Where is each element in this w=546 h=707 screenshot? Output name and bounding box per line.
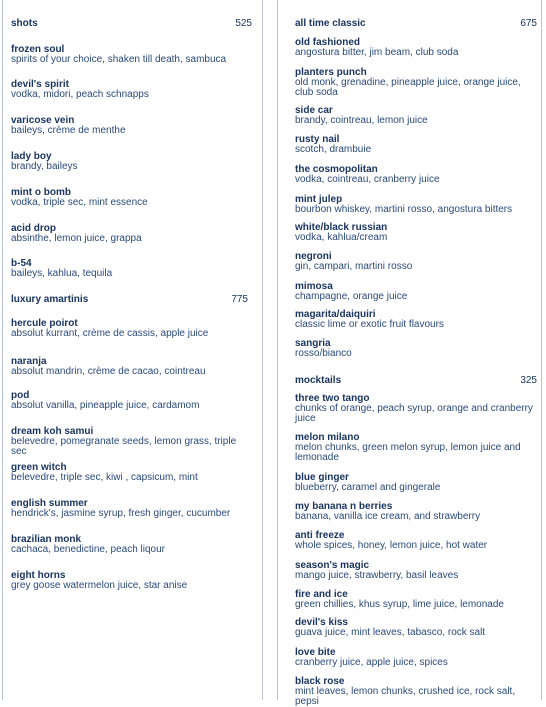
item-description: cranberry juice, apple juice, spices xyxy=(295,657,448,668)
item-name: three two tango xyxy=(295,393,370,404)
item-description: blueberry, caramel and gingerale xyxy=(295,482,441,493)
item-description: bourbon whiskey, martini rosso, angostura bitters xyxy=(295,204,513,215)
item-name: b-54 xyxy=(11,258,32,269)
item-description: rosso/bianco xyxy=(295,348,352,359)
item-description: mint leaves, lemon chunks, crushed ice, rock salt, pepsi xyxy=(295,686,516,707)
item-name: mint julep xyxy=(295,194,343,205)
item-description: belevedre, triple sec, kiwi , capsicum, mint xyxy=(11,472,198,483)
item-description: baileys, kahlua, tequila xyxy=(11,268,113,279)
menu-item xyxy=(11,44,252,65)
menu-item xyxy=(11,356,252,377)
item-description: grey goose watermelon juice, star anise xyxy=(11,580,188,591)
item-description: vodka, kahlua/cream xyxy=(295,232,388,243)
item-name: sangria xyxy=(295,338,331,349)
item-name: love bite xyxy=(295,647,336,658)
section-heading-luxury-amartinis xyxy=(11,294,248,308)
item-name: naranja xyxy=(11,356,47,367)
menu-item xyxy=(295,617,537,638)
item-description: angostura bitter, jim beam, club soda xyxy=(295,47,459,58)
menu-item xyxy=(295,647,537,668)
item-name: green witch xyxy=(11,462,67,473)
column-divider-left xyxy=(262,0,263,700)
item-description: whole spices, honey, lemon juice, hot water xyxy=(295,540,488,551)
item-description: absolut mandrin, crème de cacao, cointreau xyxy=(11,366,206,377)
column-divider-right xyxy=(277,0,278,700)
menu-item xyxy=(295,309,537,330)
item-name: varicose vein xyxy=(11,115,75,126)
item-description: champagne, orange juice xyxy=(295,291,408,302)
item-name: frozen soul xyxy=(11,44,65,55)
section-title: mocktails xyxy=(295,375,342,386)
menu-item xyxy=(11,570,252,591)
item-description: brandy, cointreau, lemon juice xyxy=(295,115,428,126)
menu-item xyxy=(295,393,537,424)
item-description: scotch, drambuie xyxy=(295,144,372,155)
item-name: side car xyxy=(295,105,333,116)
item-name: the cosmopolitan xyxy=(295,164,378,175)
menu-item xyxy=(295,105,537,126)
menu-item xyxy=(295,67,537,98)
item-name: white/black russian xyxy=(295,222,388,233)
left-column xyxy=(11,0,252,700)
menu-item xyxy=(11,223,252,244)
menu-item xyxy=(295,472,537,493)
frame-line-right xyxy=(541,0,542,700)
item-description: absolut kurrant, crème de cassis, apple juice xyxy=(11,328,209,339)
item-description: absinthe, lemon juice, grappa xyxy=(11,233,142,244)
frame-line-left xyxy=(2,0,3,700)
item-name: lady boy xyxy=(11,151,52,162)
menu-item xyxy=(295,530,537,551)
menu-item xyxy=(11,390,252,411)
section-title: shots xyxy=(11,18,38,29)
item-name: melon milano xyxy=(295,432,360,443)
item-name: old fashioned xyxy=(295,37,360,48)
menu-item xyxy=(295,281,537,302)
menu-item xyxy=(295,589,537,610)
item-name: rusty nail xyxy=(295,134,340,145)
item-name: devil's kiss xyxy=(295,617,348,628)
menu-item xyxy=(295,432,537,463)
item-name: magarita/daiquiri xyxy=(295,309,376,320)
item-name: black rose xyxy=(295,676,345,687)
item-name: pod xyxy=(11,390,30,401)
item-name: mint o bomb xyxy=(11,187,71,198)
item-name: planters punch xyxy=(295,67,367,78)
item-description: vodka, cointreau, cranberry juice xyxy=(295,174,440,185)
item-description: chunks of orange, peach syrup, orange and cranberry juice xyxy=(295,403,533,424)
menu-item xyxy=(295,338,537,359)
menu-item xyxy=(295,37,537,58)
item-name: fire and ice xyxy=(295,589,348,600)
item-name: blue ginger xyxy=(295,472,349,483)
item-description: brandy, baileys xyxy=(11,161,78,172)
item-description: gin, campari, martini rosso xyxy=(295,261,413,272)
menu-item xyxy=(11,79,252,100)
right-column xyxy=(295,0,537,707)
menu-item xyxy=(295,676,537,707)
item-name: dream koh samui xyxy=(11,426,94,437)
item-name: mimosa xyxy=(295,281,333,292)
item-name: acid drop xyxy=(11,223,57,234)
menu-item xyxy=(295,251,537,272)
menu-item xyxy=(11,151,252,172)
menu-item xyxy=(295,134,537,155)
item-name: english summer xyxy=(11,498,88,509)
section-title: luxury amartinis xyxy=(11,294,89,305)
menu-item xyxy=(11,534,252,555)
menu-item xyxy=(295,194,537,215)
item-name: my banana n berries xyxy=(295,501,393,512)
menu-item xyxy=(11,498,252,519)
menu-item xyxy=(295,222,537,243)
item-description: banana, vanilla ice cream, and strawberry xyxy=(295,511,481,522)
item-description: old monk, grenadine, pineapple juice, orange juice, club soda xyxy=(295,77,521,98)
section-heading-all-time-classic xyxy=(295,18,537,32)
section-heading-mocktails xyxy=(295,375,537,389)
menu-item xyxy=(11,426,252,457)
section-title: all time classic xyxy=(295,18,366,29)
item-description: vodka, midori, peach schnapps xyxy=(11,89,149,100)
item-description: mango juice, strawberry, basil leaves xyxy=(295,570,459,581)
item-description: melon chunks, green melon syrup, lemon juice and lemonade xyxy=(295,442,521,463)
item-name: negroni xyxy=(295,251,332,262)
menu-item xyxy=(11,258,252,279)
item-name: devil's spirit xyxy=(11,79,69,90)
item-description: guava juice, mint leaves, tabasco, rock salt xyxy=(295,627,486,638)
item-description: cachaca, benedictine, peach liqour xyxy=(11,544,165,555)
item-name: anti freeze xyxy=(295,530,345,541)
menu-item xyxy=(11,462,252,483)
section-heading-shots xyxy=(11,18,252,32)
item-description: hendrick's, jasmine syrup, fresh ginger, cucumber xyxy=(11,508,231,519)
item-description: absolut vanilla, pineapple juice, cardamom xyxy=(11,400,200,411)
item-name: brazilian monk xyxy=(11,534,82,545)
section-price: 525 xyxy=(235,18,252,29)
menu-item xyxy=(295,501,537,522)
item-name: eight horns xyxy=(11,570,66,581)
item-description: classic lime or exotic fruit flavours xyxy=(295,319,444,330)
item-description: green chillies, khus syrup, lime juice, lemonade xyxy=(295,599,504,610)
section-price: 675 xyxy=(520,18,537,29)
menu-item xyxy=(11,318,252,339)
item-description: baileys, crème de menthe xyxy=(11,125,126,136)
item-description: belevedre, pomegranate seeds, lemon grass, triple sec xyxy=(11,436,237,457)
menu-item xyxy=(11,115,252,136)
item-description: vodka, triple sec, mint essence xyxy=(11,197,148,208)
item-description: spirits of your choice, shaken till death, sambuca xyxy=(11,54,227,65)
item-name: season's magic xyxy=(295,560,370,571)
section-price: 775 xyxy=(231,294,248,305)
menu-item xyxy=(295,560,537,581)
item-name: hercule poirot xyxy=(11,318,78,329)
section-price: 325 xyxy=(520,375,537,386)
menu-item xyxy=(295,164,537,185)
menu-item xyxy=(11,187,252,208)
